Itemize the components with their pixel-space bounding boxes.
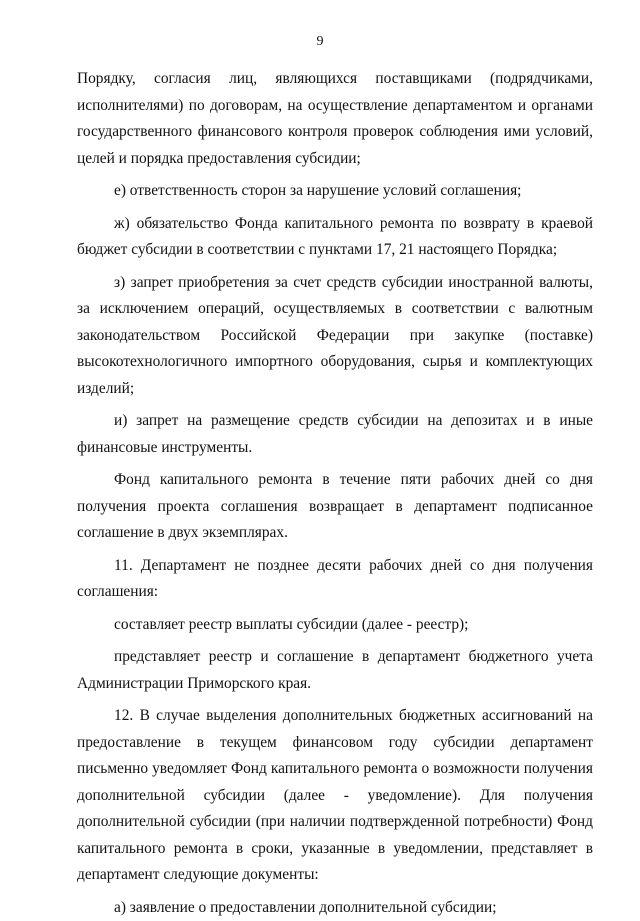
page-number: 9 xyxy=(0,34,640,50)
paragraph-fund-return: Фонд капитального ремонта в течение пяти рабочих дней со дня получения проекта соглашения возвращает в департамент подписанное соглашение в двух экземплярах. xyxy=(77,467,593,547)
paragraph-submit-registry: представляет реестр и соглашение в департамент бюджетного учета Администрации Приморского края. xyxy=(77,644,593,697)
paragraph-continuation: Порядку, согласия лиц, являющихся поставщиками (подрядчиками, исполнителями) по договорам, на осуществление департаментом и органами государственного финансового контроля проверок соблюдения ими условий, целей и порядка предоставления субсидии; xyxy=(77,66,593,172)
document-body xyxy=(77,66,593,921)
paragraph-registry: составляет реестр выплаты субсидии (далее - реестр); xyxy=(77,612,593,639)
paragraph-section-11: 11. Департамент не позднее десяти рабочих дней со дня получения соглашения: xyxy=(77,553,593,606)
paragraph-item-zh: ж) обязательство Фонда капитального ремонта по возврату в краевой бюджет субсидии в соответствии с пунктами 17, 21 настоящего Порядка; xyxy=(77,211,593,264)
paragraph-item-a: а) заявление о предоставлении дополнительной субсидии; xyxy=(77,895,593,921)
paragraph-item-i: и) запрет на размещение средств субсидии на депозитах и в иные финансовые инструменты. xyxy=(77,408,593,461)
paragraph-item-z: з) запрет приобретения за счет средств субсидии иностранной валюты, за исключением операций, осуществляемых в соответствии с валютным законодательством Российской Федерации при закупке (поставке) высокотехнологичного импортного оборудования, сырья и комплектующих изделий; xyxy=(77,270,593,403)
paragraph-section-12: 12. В случае выделения дополнительных бюджетных ассигнований на предоставление в текущем финансовом году субсидии департамент письменно уведомляет Фонд капитального ремонта о возможности получения дополнительной субсидии (далее - уведомление). Для получения дополнительной субсидии (при наличии подтвержденной потребности) Фонд капитального ремонта в сроки, указанные в уведомлении, представляет в департамент следующие документы: xyxy=(77,703,593,889)
paragraph-item-e: е) ответственность сторон за нарушение условий соглашения; xyxy=(77,178,593,205)
